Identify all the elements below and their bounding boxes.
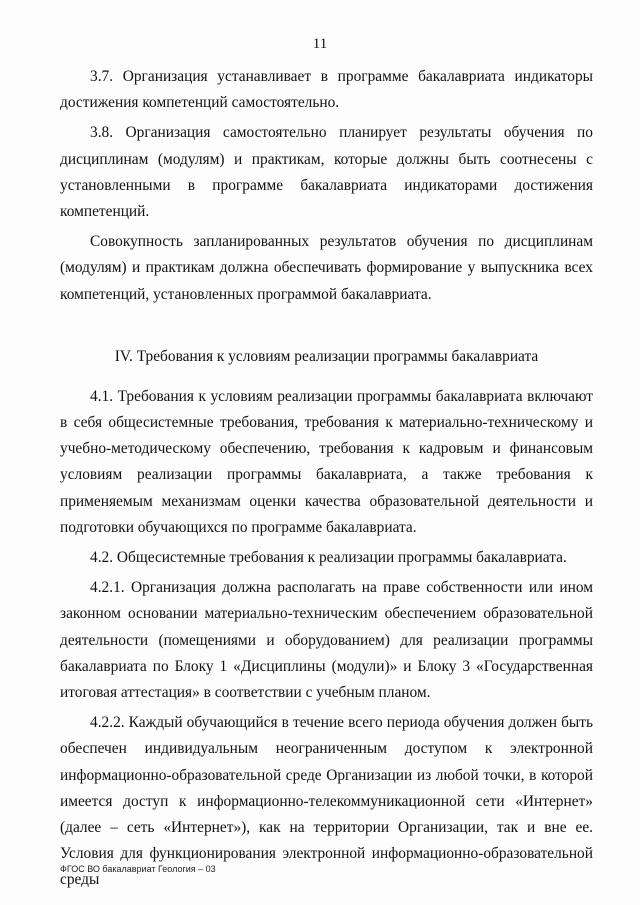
page-number: 11 <box>312 36 328 52</box>
paragraph-3-8: 3.8. Организация самостоятельно планирует результаты обучения по дисциплинам (модулям) и практикам, которые должны быть соотнесены с установленными в программе бакалавриата индикаторами достижения компетенций. <box>60 124 593 221</box>
paragraph-3-7: 3.7. Организация устанавливает в программе бакалавриата индикаторы достижения компетенций самостоятельно. <box>60 68 593 112</box>
paragraph-learning-outcomes: Совокупность запланированных результатов обучения по дисциплинам (модулям) и практикам должна обеспечивать формирование у выпускника всех компетенций, установленных программой бакалавриата. <box>60 233 593 303</box>
footer-note: ФГОС ВО бакалавриат Геология – 03 <box>60 864 216 874</box>
paragraph-4-2-2: 4.2.2. Каждый обучающийся в течение всего периода обучения должен быть обеспечен индивидуальным неограниченным доступом к электронной информационно-образовательной среде Организации из любой точки, в которой имеется доступ к информационно-телекоммуникационной сети «Интернет» (далее – сеть «Интернет»), как на территории Организации, так и вне ее. Условия для функционирования электронной информационно-образовательной среды <box>60 714 593 889</box>
paragraph-4-2-1: 4.2.1. Организация должна располагать на праве собственности или ином законном основании материально-техническим обеспечением образовательной деятельности (помещениями и оборудованием) для реализации программы бакалавриата по Блоку 1 «Дисциплины (модули)» и Блоку 3 «Государственная итоговая аттестация» в соответствии с учебным планом. <box>60 579 593 702</box>
paragraph-4-1: 4.1. Требования к условиям реализации программы бакалавриата включают в себя общесистемные требования, требования к материально-техническому и учебно-методическому обеспечению, требования к кадровым и финансовым условиям реализации программы бакалавриата, а также требования к применяемым механизмам оценки качества образовательной деятельности и подготовки обучающихся по программе бакалавриата. <box>60 387 593 536</box>
section-title: IV. Требования к условиям реализации программы бакалавриата <box>114 347 539 365</box>
document-body <box>60 64 593 894</box>
paragraph-4-2: 4.2. Общесистемные требования к реализации программы бакалавриата. <box>90 549 567 567</box>
